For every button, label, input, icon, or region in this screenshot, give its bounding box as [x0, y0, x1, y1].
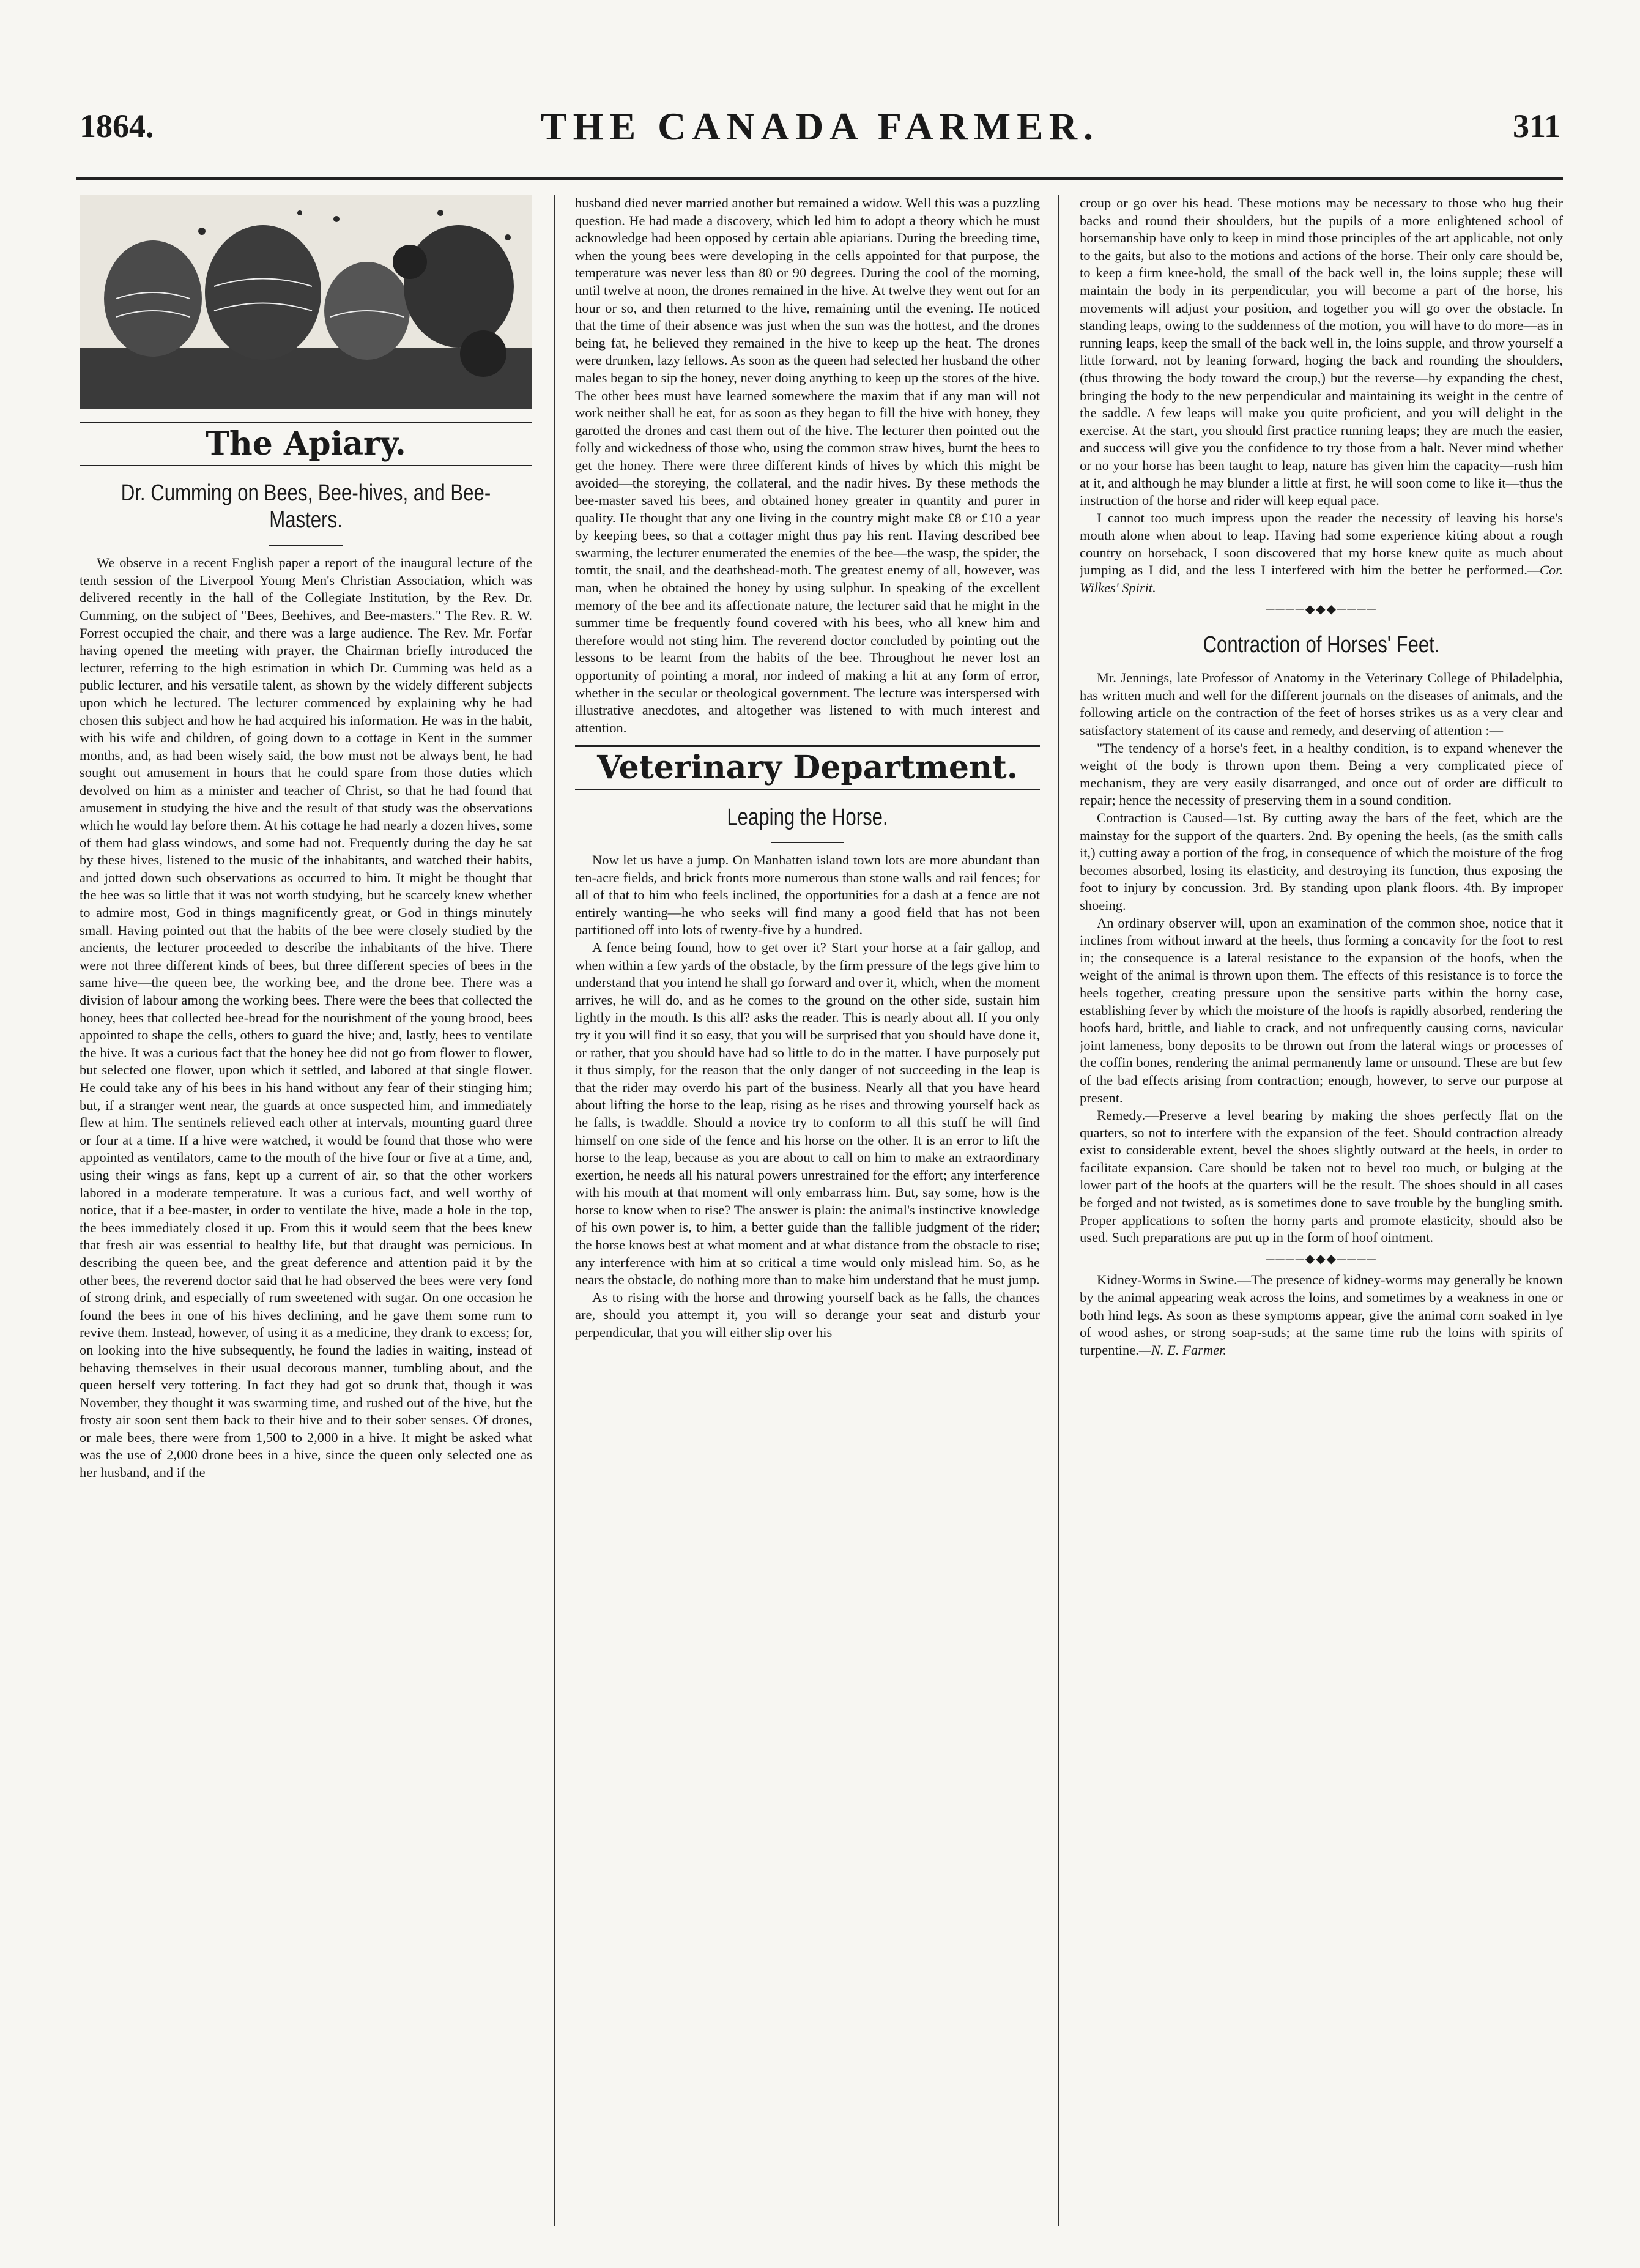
section-title-apiary: The Apiary. [206, 425, 406, 463]
article-continuation: husband died never married another but remained a widow. Well this was a puzzling question. He had made a discovery, which led him to adopt a theory which he must acknowledge had been opposed by certain able apiarians. During the breeding time, when the young bees were developing in the cells appointed for that purpose, the temperature was never less than 80 or 90 degrees. During the cool of the morning, until twelve at noon, the drones remained in the hive. At twelve they went out for an hour or so, and then returned to the hive, remaining until the evening. He noticed that the time of their absence was just when the sun was the hottest, and the drones being fat, he believed they remained in the hive to keep up the heat. The drones were drunken, lazy fellows. As soon as the queen had selected her husband the other males began to sip the honey, never doing anything to keep up the stores of the hive. The other bees must have learned somewhere the maxim that if any man will not work neither shall he eat, for as soon as they began to fill the hive with honey, they garotted the drones and cast them out of the hive. The lecturer then pointed out the folly and wickedness of those who, using the common straw hives, burnt the bees to get the honey. There were three different kinds of hives by which this might be avoided—the storeying, the collateral, and the nadir hives. By these methods the bee-master saved his bees, and obtained honey greater in quantity and purer in quality. He thought that any one living in the country might make £8 or £10 a year by keeping bees, so that a cottager might thus pay his rent. Having described bee swarming, the lecturer enumerated the enemies of the bee—the wasp, the spider, the tomtit, the snail, and the deathshead-moth. The greatest enemy of all, however, was man, when he obtained the honey by using sulphur. In speaking of the excellent memory of the bee and its affectionate nature, the lecturer said that he might in the summer time be frequently found covered with his bees, who all knew him and therefore would not sting him. The reverend doctor concluded by pointing out the lessons to be learnt from the habits of the bee. Throughout he never lost an opportunity of pointing a moral, nor indeed of making a hit at any form of error, whether in the secular or theological government. The lecture was interspersed with illustrative anecdotes, and altogether was listened to with much interest and attention. [575, 195, 1040, 735]
title-rule [269, 545, 343, 546]
article-title-contraction: Contraction of Horses' Feet. [1203, 632, 1440, 658]
title-rule [771, 842, 844, 843]
article-paragraph: "The tendency of a horse's feet, in a healthy condition, is to expand whenever the weight of the body is thrown upon them. Being a very complicated piece of mechanism, they are very easily disarranged, and once out of order are difficult to repair; hence the necessity of preserving them in a sound condition. [1080, 740, 1563, 808]
article-paragraph: Remedy.—Preserve a level bearing by making the shoes perfectly flat on the quarters, so not to interfere with the expansion of the feet. Should contraction already exist to considerable extent, bevel the shoes slightly outward at the heels, in order to facilitate expansion. Care should be taken not to bevel too much, or bulging at the lower part of the hoofs at the quarters will be the result. The shoes should in all cases be forged and not twisted, as is sometimes done to save trouble by the bungling smith. Proper applications to soften the horny parts and promote elasticity, should also be used. Such preparations are put up in the form of hoof ointment. [1080, 1107, 1563, 1246]
article-paragraph [1080, 1271, 1563, 1359]
masthead-rule [76, 177, 1563, 180]
section-rule [575, 789, 1040, 790]
article-title-leaping: Leaping the Horse. [727, 805, 888, 830]
article-continuation: croup or go over his head. These motions may be necessary to those who hug their backs and round their shoulders, but the pupils of a more enlightened school of horsemanship have only to keep in mind those principles of the art applicable, not only to the gaits, but also to the motions and actions of the horse. Their only care should be, to keep a firm knee-hold, the small of the back well in, the loins supple; these will maintain the body in its perpendicular, you will become a part of the horse, his movements will adjust your position, and together you will go over the obstacle. In standing leaps, owing to the suddenness of the motion, you will have to do more—as in running leaps, keep the small of the back well in, the loins supple, and throw yourself a little forward, not by leaning forward, hoging the back and rounding the shoulders, (thus throwing the body toward the croup,) but the reverse—by expanding the chest, bringing the body to the new perpendicular and maintaining its weight in the centre of the saddle. A few leaps will make you quite proficient, and you will delight in the exercise. At the start, you should first practice running leaps; they are much the easier, and success will give you the confidence to try those from a halt. Never mind whether or no your horse has been taught to leap, nature has given him the capacity—rush him at it, and although he may blunder a little at first, he will soon come to like it—thus the instruction of the horse and rider will keep equal pace. [1080, 195, 1563, 508]
column-2 [575, 195, 1040, 2232]
page-number: 311 [1512, 108, 1560, 144]
issue-year: 1864. [80, 108, 154, 144]
source-credit: —N. E. Farmer. [1138, 1342, 1226, 1358]
column-3 [1080, 195, 1563, 2232]
ornamental-rule: ────◆◆◆──── [1266, 1252, 1377, 1266]
column-divider [1058, 195, 1059, 2226]
article-text: I cannot too much impress upon the reader the necessity of leaving his horse's mouth alone when about to leap. Having had some experience kiting about a rough country on horseback, I soon discovered that my horse knew quite as much about jumping as I did, and the less I interfered with him the better he performed. [1080, 510, 1563, 578]
article-title-bees: Dr. Cumming on Bees, Bee-hives, and Bee-Masters. [121, 480, 491, 534]
column-1 [80, 195, 532, 2232]
source-credit: —Cor. Wilkes' Spirit. [1080, 562, 1563, 596]
article-paragraph: Mr. Jennings, late Professor of Anatomy in the Veterinary College of Philadelphia, has written much and well for the different journals on the diseases of animals, and the following article on the contraction of the feet of horses strikes us as a very clear and satisfactory statement of its cause and remedy, and deserving of attention :— [1080, 670, 1563, 738]
article-paragraph: As to rising with the horse and throwing yourself back as he falls, the chances are, should you attempt it, you will so derange your seat and disturb your perpendicular, that you will either slip over his [575, 1289, 1040, 1340]
article-paragraph: We observe in a recent English paper a report of the inaugural lecture of the tenth session of the Liverpool Young Men's Christian Association, which was delivered recently in the hall of the Collegiate Institution, by the Rev. Dr. Cumming, on the subject of "Bees, Beehives, and Bee-masters." The Rev. R. W. Forrest occupied the chair, and there was a large audience. The Rev. Mr. Forfar having opened the meeting with prayer, the Chairman briefly introduced the lecturer, referring to the high estimation in which Dr. Cumming was held as a public lecturer, and his versatile talent, as shown by the widely different subjects upon which he lectured. The lecturer commenced by explaining why he had chosen this subject and how he had acquired his information. He was in the habit, with his wife and children, of going down to a cottage in Kent in the summer months, and, as had been wisely said, the bow must not be always bent, he had sought out amusement in hours that he could spare from those duties which devolved on him as a minister and teacher of Christ, so that he had found that amusement in studying the hive and the result of that study was the observations which he would lay before them. At his cottage he had nearly a dozen hives, some of them had glass windows, and some had not. Frequently during the day he sat by these hives, listened to the music of the inhabitants, and watched their habits, and jotted down such observations as occurred to him. It might be thought that the bee was so little that it was not worth studying, but he scarcely knew whether to admire most, God in things magnificently great, or God in things minutely small. Having pointed out that the habits of the bee were closely studied by the ancients, the lecturer proceeded to describe the inhabitants of the hive. There were not three different kinds of bees, but three different species of bees in the same hive—the queen bee, the working bee, and the drone bee. There was a division of labour among the working bees. There were the bees that collected the honey, bees that collected bee-bread for the nourishment of the young brood, bees appointed to shape the cells, others to guard the hive; and, lastly, bees to ventilate the hive. It was a curious fact that the honey bee did not go from flower to flower, but selected one flower, upon which it settled, and labored at that single flower. He could take any of his bees in his hand without any fear of their stinging him; but, if a stranger went near, the guards at once suspected him, and immediately flew at him. The sentinels relieved each other at intervals, mounting guard three or four at a time. If a hive were watched, it would be found that those who were appointed as ventilators, came to the mouth of the hive four or five at a time, and, using their wings as fans, kept up a current of air, so that the other workers labored in a moderate temperature. It was a curious fact, and well worthy of notice, that if a bee-master, in order to ventilate the hive, made a hole in the top, the bees immediately closed it up. From this it would seem that the bees knew that fresh air was essential to healthy life, but that draught was pernicious. In describing the queen bee, and the great deference and attention paid it by the other bees, the reverend doctor said that he had observed the bees were very fond of strong drink, and especially of rum sweetened with sugar. On one occasion he found the bees in one of his hives declining, and he gave them some rum to revive them. Instead, however, of using it as a medicine, they drank to excess; for, on looking into the hive subsequently, he found the ladies in waiting, instead of behaving themselves in their usual decorous manner, tumbling about, and the queen herself very tottering. In fact they had got so drunk that, though it was November, they thought it was swarming time, and rushed out of the hive, but the frosty air soon sent them back to their hive and to their sober senses. Of drones, or male bees, there were from 1,500 to 2,000 in a hive. It might be asked what was the use of 2,000 drone bees in a hive, since the queen only selected one as her husband, and if the [80, 555, 532, 1481]
column-divider [554, 195, 555, 2226]
section-rule [80, 465, 532, 466]
article-text: Kidney-Worms in Swine.—The presence of kidney-worms may generally be known by the animal appearing weak across the loins, and sometimes by a weakness in one or both hind legs. As soon as these symptoms appear, give the animal corn soaked in lye of wood ashes, or strong soap-suds; at the same time rub the loins with spirits of turpentine. [1080, 1272, 1563, 1358]
article-paragraph: Now let us have a jump. On Manhatten island town lots are more abundant than ten-acre fields, and brick fronts more numerous than stone walls and rail fences; for all of that to him who feels inclined, the opportunities for a dash at a fence are not entirely wanting—he who seeks will find many a good field that has not been partitioned off into lots of twenty-five by a hundred. [575, 852, 1040, 938]
article-paragraph: Contraction is Caused—1st. By cutting away the bars of the feet, which are the mainstay for the support of the quarters. 2nd. By opening the heels, (as the smith calls it,) cutting away a portion of the frog, in consequence of which the moisture of the frog becomes absorbed, losing its elasticity, and destroying its function, thus exposing the foot to injury by concussion. 3rd. By standing upon plank floors. 4th. By improper shoeing. [1080, 810, 1563, 913]
section-rule [575, 745, 1040, 747]
beehive-engraving [80, 195, 532, 409]
ornamental-rule: ────◆◆◆──── [1266, 602, 1377, 616]
masthead [0, 0, 1640, 184]
section-rule [80, 422, 532, 423]
article-paragraph: A fence being found, how to get over it? Start your horse at a fair gallop, and when within a few yards of the obstacle, by the firm pressure of the legs give him to understand that you intend he shall go forward and over it, which, when the moment arrives, he will do, and as he comes to the ground on the other side, sustain him lightly in the mouth. Is this all? asks the reader. This is nearly about all. If you only try it you will find it so easy, that you will be surprised that you should have done it, or rather, that you should have had so little to do in the matter. I have purposely put it thus simply, for the reason that the only danger of not succeeding in the leap is that the rider may overdo his part of the business. Nearly all that you have heard about lifting the horse to the leap, rising as he rises and throwing yourself back as he falls, is twaddle. Should a novice try to conform to all this stuff he will find himself on one side of the fence and his horse on the other. It is an error to lift the horse to the leap, because as you are about to call on him to make an extraordinary exertion, he needs all his natural powers unrestrained for the effort; any interference with his mouth at that moment will only embarrass him. But, say some, how is the horse to know when to rise? The answer is plain: the animal's instinctive knowledge of his own power is, to him, a better guide than the fallible judgment of the rider; the horse knows best at what moment and at what distance from the obstacle to rise; any interference with him at so critical a time would only mislead him. So, as he nears the obstacle, do nothing more than to make him understand that he must jump. [575, 939, 1040, 1288]
article-paragraph [1080, 510, 1563, 597]
newspaper-title: THE CANADA FARMER. [540, 105, 1100, 148]
article-paragraph: An ordinary observer will, upon an examination of the common shoe, notice that it inclines from without inward at the heels, thus forming a concavity for the foot to rest in; the consequence is a lateral resistance to the expansion of the hoofs, when the weight of the animal is thrown upon them. The effects of this resistance is to force the heels together, creating pressure upon the sensitive parts within the horny case, establishing fever by which the moisture of the hoofs is rapidly absorbed, rendering the hoofs hard, brittle, and liable to crack, and not unfrequently causing corns, navicular joint lameness, bony deposits to be thrown out from the lateral wings or processes of the coffin bones, rendering the animal permanently lame or unsound. These are but few of the bad effects arising from contraction; enough, however, to serve our purpose at present. [1080, 915, 1563, 1106]
section-title-veterinary: Veterinary Department. [597, 749, 1018, 787]
